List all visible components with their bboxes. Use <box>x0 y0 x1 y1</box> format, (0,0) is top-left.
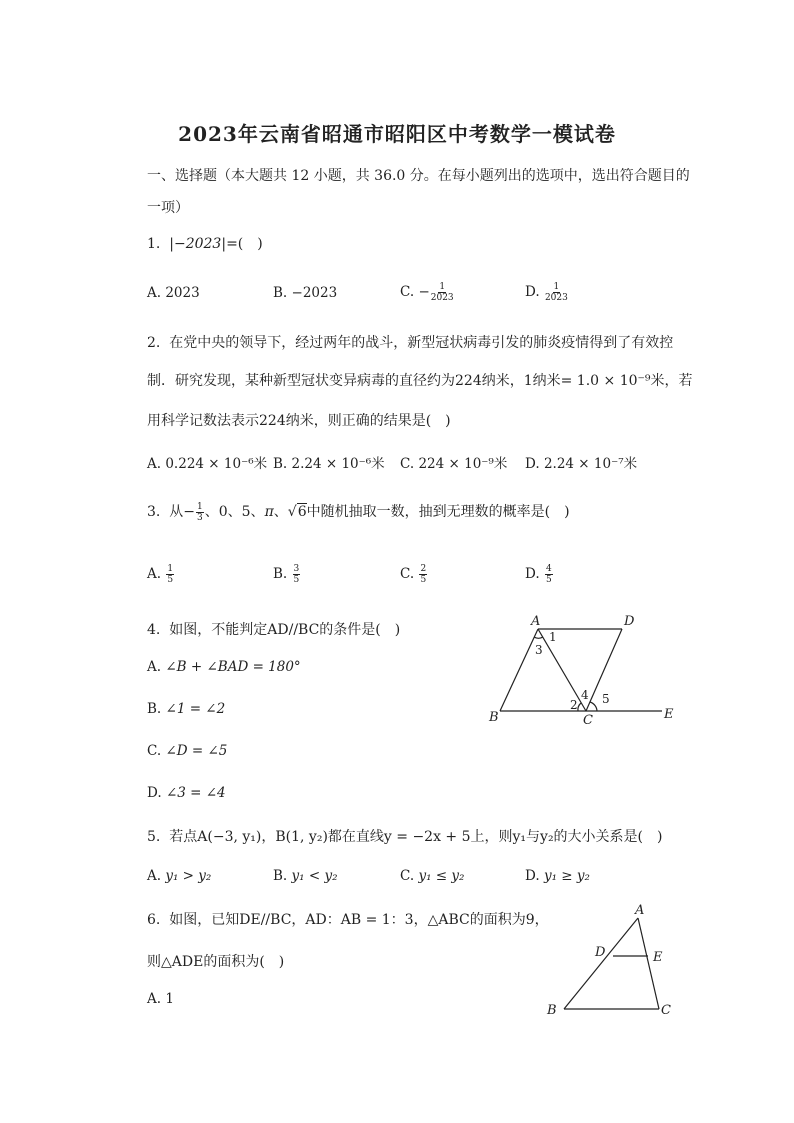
label-B: B <box>489 710 499 725</box>
q2-option-b: B. 2.24 × 10⁻⁶米 <box>273 456 385 472</box>
question-5: 5. 若点A(−3, y₁)，B(1, y₂)都在直线y = −2x + 5上，则y₁与y₂的大小关系是( ) <box>147 829 663 845</box>
fraction: $\frac{1}{2023}$ <box>430 282 454 303</box>
question-6-line1: 6. 如图，已知DE//BC，AD：AB = 1：3，△ABC的面积为9， <box>147 912 549 928</box>
page-title: 2023年云南省昭通市昭阳区中考数学一模试卷 <box>178 122 616 146</box>
fraction: $\frac{1}{3}$ <box>197 501 203 523</box>
q2-option-a: A. 0.224 × 10⁻⁶米 <box>147 456 268 472</box>
label-E: E <box>653 950 663 965</box>
q4-parallelogram-figure <box>480 610 680 725</box>
line-AB <box>564 918 638 1009</box>
q5-option-d: D. y₁ ≥ y₂ <box>525 868 590 884</box>
question-1 <box>147 233 263 253</box>
label-A: A <box>635 903 645 918</box>
q3-option-a: A. $\frac{1}{5}$ <box>147 564 174 585</box>
q4-option-b: B. ∠1 = ∠2 <box>147 701 226 717</box>
question-2-line3: 用科学记数法表示224纳米，则正确的结果是( ) <box>147 413 451 429</box>
q1-option-b: B. −2023 <box>273 285 338 301</box>
question-1-expression: |−2023| <box>169 236 227 252</box>
angle-arc-A <box>534 637 543 638</box>
angle-label-1: 1 <box>549 630 557 644</box>
q1-option-d: D. $\frac{1}{2023}$ <box>525 282 568 303</box>
label-D: D <box>624 614 635 629</box>
q5-option-c: C. y₁ ≤ y₂ <box>400 868 465 884</box>
section-header-line2: 一项） <box>147 200 189 216</box>
line-AC <box>538 629 586 711</box>
angle-label-3: 3 <box>535 643 543 657</box>
label-B: B <box>547 1003 557 1018</box>
q2-option-d: D. 2.24 × 10⁻⁷米 <box>525 456 638 472</box>
angle-label-2: 2 <box>570 698 578 712</box>
angle-arc-C-left <box>578 703 581 711</box>
sqrt-symbol: √ <box>287 504 297 520</box>
fraction: $\frac{1}{2023}$ <box>544 282 568 303</box>
question-number: 1. <box>147 236 161 252</box>
question-3: 3. 从− $\frac{1}{3}$ 、0、5、π、√6中随机抽取一数，抽到无理数的概率是( ) <box>147 501 570 523</box>
question-2-line1: 2. 在党中央的领导下，经过两年的战斗，新型冠状病毒引发的肺炎疫情得到了有效控 <box>147 335 674 351</box>
q5-option-b: B. y₁ < y₂ <box>273 868 338 884</box>
label-A: A <box>531 614 541 629</box>
q1-option-a: A. 2023 <box>147 285 200 301</box>
question-1-stem: =( ) <box>226 236 263 252</box>
line-AB <box>500 629 538 711</box>
section-header-line1: 一、选择题（本大题共 12 小题，共 36.0 分。在每小题列出的选项中，选出符合题目的 <box>147 168 690 184</box>
q3-option-c: C. $\frac{2}{5}$ <box>400 564 427 585</box>
q6-triangle-figure <box>540 900 680 1022</box>
label-E: E <box>664 707 674 722</box>
q3-option-d: D. $\frac{4}{5}$ <box>525 564 552 585</box>
q2-option-c: C. 224 × 10⁻⁹米 <box>400 456 508 472</box>
q4-option-c: C. ∠D = ∠5 <box>147 743 228 759</box>
angle-arc-C-right <box>590 702 597 711</box>
q5-option-a: A. y₁ > y₂ <box>147 868 212 884</box>
question-4: 4. 如图，不能判定AD//BC的条件是( ) <box>147 622 401 638</box>
label-C: C <box>661 1003 671 1018</box>
angle-label-5: 5 <box>602 692 610 706</box>
pi-symbol: π <box>264 504 274 520</box>
question-2-line2: 制．研究发现，某种新型冠状变异病毒的直径约为224纳米，1纳米= 1.0 × 10⁻⁹米，若 <box>147 373 693 389</box>
q4-option-a: A. ∠B + ∠BAD = 180° <box>147 659 301 675</box>
label-C: C <box>583 713 593 725</box>
q4-option-d: D. ∠3 = ∠4 <box>147 785 226 801</box>
angle-label-4: 4 <box>581 688 589 702</box>
label-D: D <box>595 945 606 960</box>
q3-option-b: B. $\frac{3}{5}$ <box>273 564 300 585</box>
q1-option-c: C. − $\frac{1}{2023}$ <box>400 282 454 303</box>
q6-option-a: A. 1 <box>147 991 174 1007</box>
question-6-line2: 则△ADE的面积为( ) <box>147 954 285 970</box>
